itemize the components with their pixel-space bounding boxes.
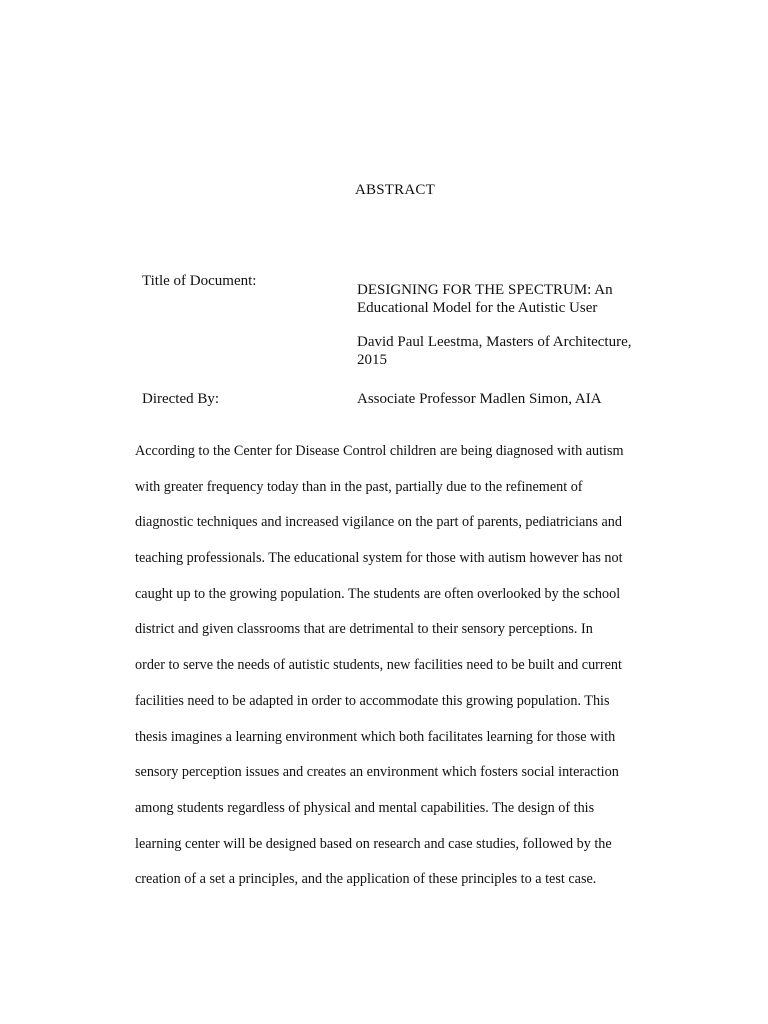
title-label: Title of Document: xyxy=(142,273,257,289)
abstract-line: with greater frequency today than in the past, partially due to the refinement of xyxy=(135,478,583,495)
abstract-line: facilities need to be adapted in order to accommodate this growing population. This xyxy=(135,692,610,709)
abstract-line: According to the Center for Disease Control children are being diagnosed with autism xyxy=(135,443,624,459)
title-line: DESIGNING FOR THE SPECTRUM: An xyxy=(357,282,613,298)
directed-value: Associate Professor Madlen Simon, AIA xyxy=(357,391,602,407)
directed-label: Directed By: xyxy=(142,391,220,407)
abstract-line: caught up to the growing population. The students are often overlooked by the school xyxy=(135,585,621,602)
abstract-heading: ABSTRACT xyxy=(355,182,435,198)
author-line: 2015 xyxy=(357,352,387,368)
abstract-line: sensory perception issues and creates an environment which fosters social interaction xyxy=(135,764,619,781)
abstract-line: order to serve the needs of autistic students, new facilities need to be built and current xyxy=(135,657,622,674)
author-line: David Paul Leestma, Masters of Architecture, xyxy=(357,334,632,350)
abstract-line: teaching professionals. The educational system for those with autism however has not xyxy=(135,550,623,567)
abstract-line: district and given classrooms that are detrimental to their sensory perceptions. In xyxy=(135,621,593,638)
title-line: Educational Model for the Autistic User xyxy=(357,300,598,316)
abstract-line: thesis imagines a learning environment which both facilitates learning for those with xyxy=(135,728,616,745)
abstract-line: learning center will be designed based on research and case studies, followed by the xyxy=(135,835,612,852)
abstract-line: creation of a set a principles, and the application of these principles to a test case. xyxy=(135,871,597,888)
abstract-line: among students regardless of physical and mental capabilities. The design of this xyxy=(135,799,595,816)
title-value xyxy=(357,281,657,369)
abstract-line: diagnostic techniques and increased vigilance on the part of parents, pediatricians and xyxy=(135,514,622,531)
abstract-body xyxy=(135,440,660,904)
